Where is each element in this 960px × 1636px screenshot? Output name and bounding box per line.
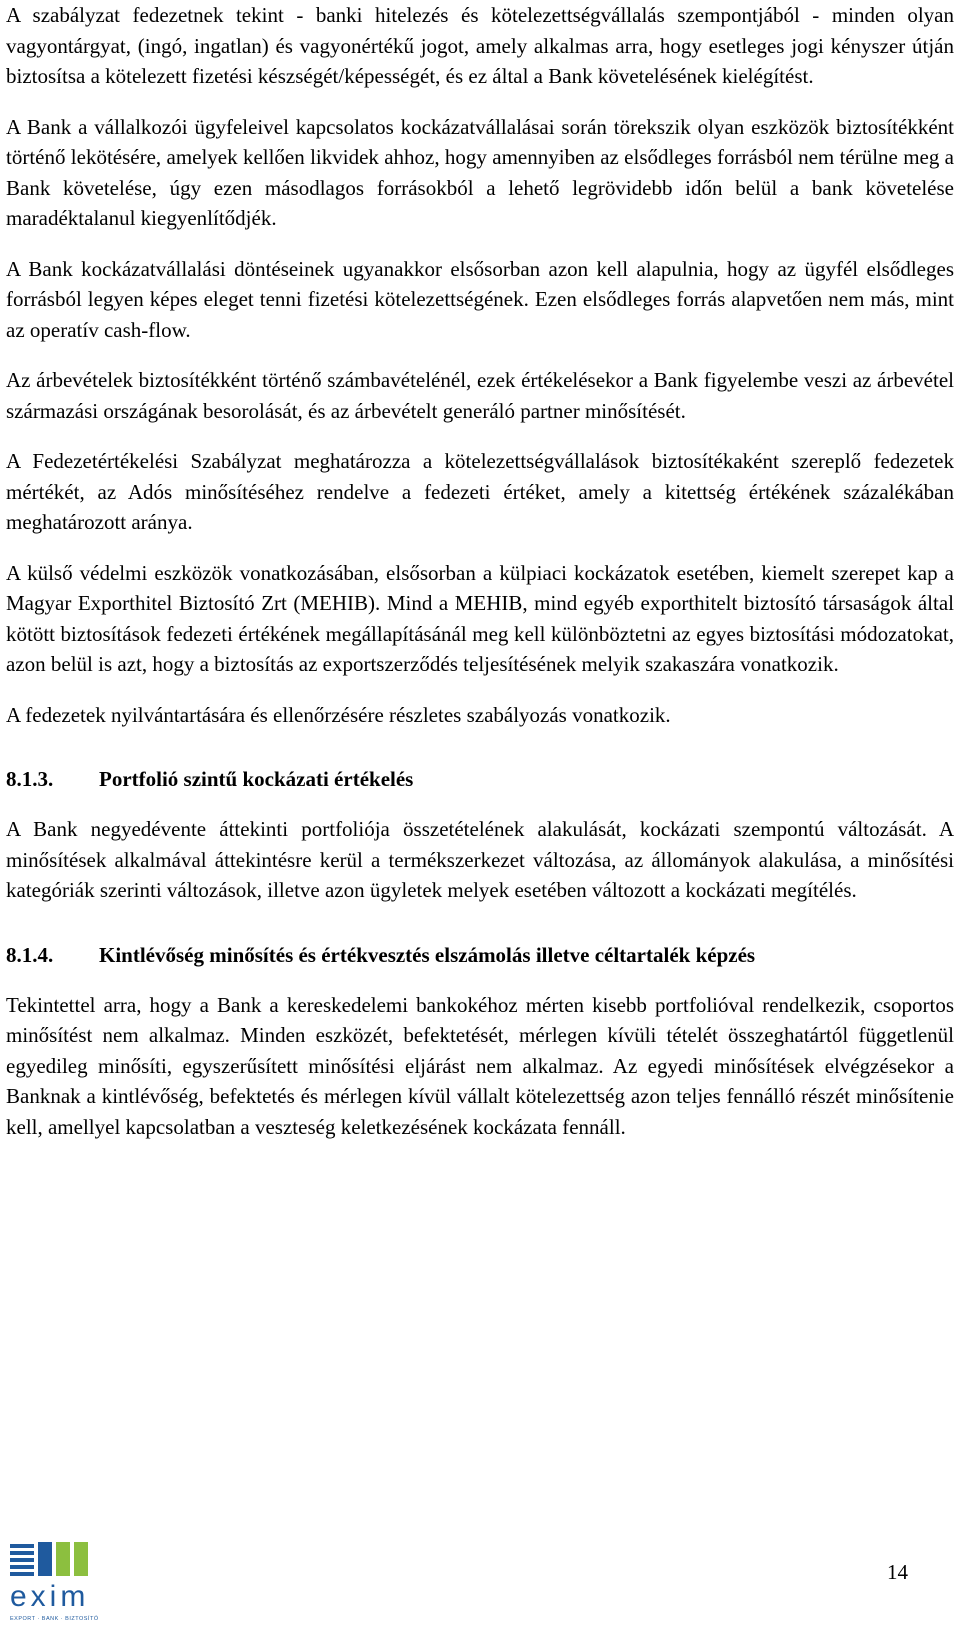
section-number: 8.1.3. [6,767,54,791]
section-number: 8.1.4. [6,942,54,967]
logo-wordmark: exim [10,1580,90,1613]
section-heading-8-1-3 [6,764,954,794]
document-body [6,0,954,1142]
section-heading-8-1-4 [6,940,954,970]
paragraph-valuation-policy: A Fedezetértékelési Szabályzat meghatározza a kötelezettségvállalások biztosítékaként szereplő fedezetek mértékét, az Adós minősítéséhez rendelve a fedezeti értéket, amely a kitettség értékének százalékában meghatározott aránya. [6,449,954,534]
paragraph-liquid-collateral: A Bank a vállalkozói ügyfeleivel kapcsolatos kockázatvállalásai során törekszik olyan eszközök biztosítékként történő lekötésére, amelyek kellően likvidek ahhoz, hogy amennyiben az elsődleges forrásból nem térülne meg a Bank követelése, úgy ezen másodlagos forrásokból a lehető legrövidebb időn belül a bank követelése maradéktalanul kiegyenlítődjék. [6,114,954,230]
page-number: 14 [887,1560,908,1584]
paragraph-revenue-collateral: Az árbevételek biztosítékként történő számbavételénél, ezek értékelésekor a Bank figyelembe veszi az árbevétel származási országának besorolását, és az árbevételt generáló partner minősítését. [6,368,954,423]
paragraph-portfolio-review: A Bank negyedévente áttekinti portfoliója összetételének alakulását, kockázati szempontú változását. A minősítések alkalmával áttekintésre kerül a termékszerkezet változása, az állományok alakulása, a minősítési kategóriák szerinti változások, illetve azon ügyletek melyek esetében változott a kockázati megítélés. [6,817,954,902]
exim-logo [8,1540,100,1636]
paragraph-primary-source: A Bank kockázatvállalási döntéseinek ugyanakkor elsősorban azon kell alapulnia, hogy az ügyfél elsődleges forrásból legyen képes eleget tenni fizetési kötelezettségének. Ezen elsődleges forrás alapvetően nem más, mint az operatív cash-flow. [6,256,954,342]
section-title: Portfolió szintű kockázati értékelés [99,767,414,791]
logo-stripes-icon [10,1542,88,1576]
paragraph-individual-rating: Tekintettel arra, hogy a Bank a kereskedelemi bankokéhoz mérten kisebb portfolióval rendelkezik, csoportos minősítést nem alkalmaz. Minden eszközét, befektetését, mérlegen kívüli tételét összeghatártól függetlenül egyedileg minősíti, egyszerűsített minősítési eljárást nem alkalmaz. Az egyedi minősítések elvégzésekor a Banknak a kintlévőség, befektetés és mérlegen kívül vállalt kötelezettség azon teljes fennálló részét minősítenie kell, amellyel kapcsolatban a veszteség keletkezésének kockázata fennáll. [6,992,954,1139]
section-title: Kintlévőség minősítés és értékvesztés elszámolás illetve céltartalék képzés [99,942,756,967]
paragraph-collateral-definition: A szabályzat fedezetnek tekint - banki hitelezés és kötelezettségvállalás szempontjából - minden olyan vagyontárgyat, (ingó, ingatlan) és vagyonértékű jogot, amely alkalmas arra, hogy esetleges jogi kényszer útján biztosítsa a kötelezett fizetési készségét/képességét, és ez által a Bank követelésének kielégítést. [6,3,954,88]
paragraph-external-protection: A külső védelmi eszközök vonatkozásában, elsősorban a külpiaci kockázatok esetében, kiemelt szerepet kap a Magyar Exporthitel Biztosító Zrt (MEHIB). Mind a MEHIB, mind egyéb exporthitelt biztosító társaságok által kötött biztosítások fedezeti értékének megállapításánál meg kell különböztetni az egyes biztosítási módozatokat, azon belül is azt, hogy a biztosítás az exportszerződés teljesítésének melyik szakaszára vonatkozik. [6,560,954,676]
paragraph-collateral-records: A fedezetek nyilvántartására és ellenőrzésére részletes szabályozás vonatkozik. [6,702,671,727]
page-footer [0,1540,960,1636]
logo-tagline: EXPORT · BANK · BIZTOSÍTÓ [10,1616,99,1622]
